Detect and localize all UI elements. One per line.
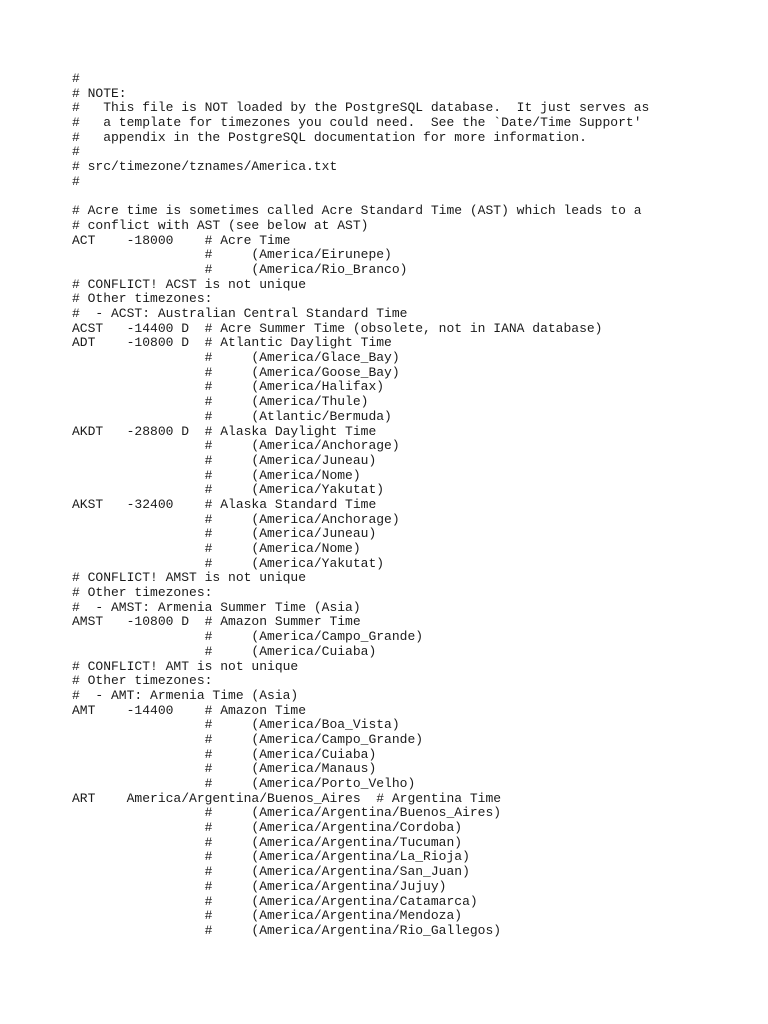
text-line: # (America/Argentina/Rio_Gallegos) xyxy=(72,922,502,938)
text-line: # (America/Argentina/Cordoba) xyxy=(72,820,463,836)
text-line: # This file is NOT loaded by the PostgreSQL database. It just serves as xyxy=(72,100,650,116)
text-line: # - AMST: Armenia Summer Time (Asia) xyxy=(72,599,361,615)
text-line: # (America/Campo_Grande) xyxy=(72,629,424,645)
text-line: ACST -14400 D # Acre Summer Time (obsolete, not in IANA database) xyxy=(72,320,603,336)
text-line: # (America/Argentina/Tucuman) xyxy=(72,834,463,850)
text-line: # Other timezones: xyxy=(72,585,213,601)
text-line: # - ACST: Australian Central Standard Time xyxy=(72,306,408,321)
text-line: # (America/Yakutat) xyxy=(72,482,385,498)
text-line: # (America/Manaus) xyxy=(72,761,377,777)
text-line: # appendix in the PostgreSQL documentation for more information. xyxy=(72,129,587,145)
text-line: # CONFLICT! AMT is not unique xyxy=(72,658,299,674)
text-line: # (America/Yakutat) xyxy=(72,555,385,571)
text-line: AKST -32400 # Alaska Standard Time xyxy=(72,496,377,512)
text-line: # (America/Argentina/Buenos_Aires) xyxy=(72,805,502,821)
text-line: # (America/Thule) xyxy=(72,394,369,410)
text-line: # (America/Campo_Grande) xyxy=(72,731,424,747)
text-line: # src/timezone/tznames/America.txt xyxy=(72,159,338,175)
text-line: # - AMT: Armenia Time (Asia) xyxy=(72,687,299,703)
text-line: # conflict with AST (see below at AST) xyxy=(72,217,369,233)
text-line: AKDT -28800 D # Alaska Daylight Time xyxy=(72,423,377,439)
text-line: ACT -18000 # Acre Time xyxy=(72,232,291,248)
text-line: # (America/Nome) xyxy=(72,467,361,483)
text-line: # (America/Argentina/San_Juan) xyxy=(72,864,470,880)
timezone-file-text xyxy=(72,72,649,939)
text-line: # (America/Argentina/La_Rioja) xyxy=(72,849,470,865)
text-line: # CONFLICT! AMST is not unique xyxy=(72,570,307,586)
text-line: # CONFLICT! ACST is not unique xyxy=(72,276,307,292)
text-line: AMT -14400 # Amazon Time xyxy=(72,702,307,718)
text-line: # Other timezones: xyxy=(72,291,213,307)
text-line: # (America/Cuiaba) xyxy=(72,746,377,762)
text-line: # (America/Argentina/Mendoza) xyxy=(72,908,463,924)
text-line: # (America/Boa_Vista) xyxy=(72,717,400,733)
text-line: # (America/Cuiaba) xyxy=(72,643,377,659)
text-line: # (America/Halifax) xyxy=(72,379,385,395)
text-line: # (America/Porto_Velho) xyxy=(72,776,416,791)
text-line: # (America/Glace_Bay) xyxy=(72,350,400,366)
text-line xyxy=(72,190,649,205)
text-line: ADT -10800 D # Atlantic Daylight Time xyxy=(72,335,392,351)
text-line: # (America/Argentina/Catamarca) xyxy=(72,893,478,909)
text-line: # xyxy=(72,144,80,160)
text-line: ART America/Argentina/Buenos_Aires # Argentina Time xyxy=(72,790,502,806)
text-line: # (America/Rio_Branco) xyxy=(72,261,408,277)
text-line: # NOTE: xyxy=(72,85,127,101)
text-line: # Other timezones: xyxy=(72,673,213,689)
text-line: # (America/Juneau) xyxy=(72,452,377,468)
text-line: # (America/Eirunepe) xyxy=(72,247,392,263)
text-line: # xyxy=(72,71,80,86)
text-line: # (America/Nome) xyxy=(72,541,361,556)
text-line: # a template for timezones you could need. See the `Date/Time Support' xyxy=(72,115,642,131)
text-line: # (America/Goose_Bay) xyxy=(72,364,400,380)
text-line: # (America/Juneau) xyxy=(72,526,377,542)
text-line: # (America/Anchorage) xyxy=(72,511,400,527)
text-line: AMST -10800 D # Amazon Summer Time xyxy=(72,614,361,630)
text-line: # xyxy=(72,173,80,189)
text-line: # (America/Argentina/Jujuy) xyxy=(72,878,447,894)
text-line: # (America/Anchorage) xyxy=(72,438,400,454)
text-line: # Acre time is sometimes called Acre Standard Time (AST) which leads to a xyxy=(72,203,642,219)
text-line: # (Atlantic/Bermuda) xyxy=(72,408,392,424)
